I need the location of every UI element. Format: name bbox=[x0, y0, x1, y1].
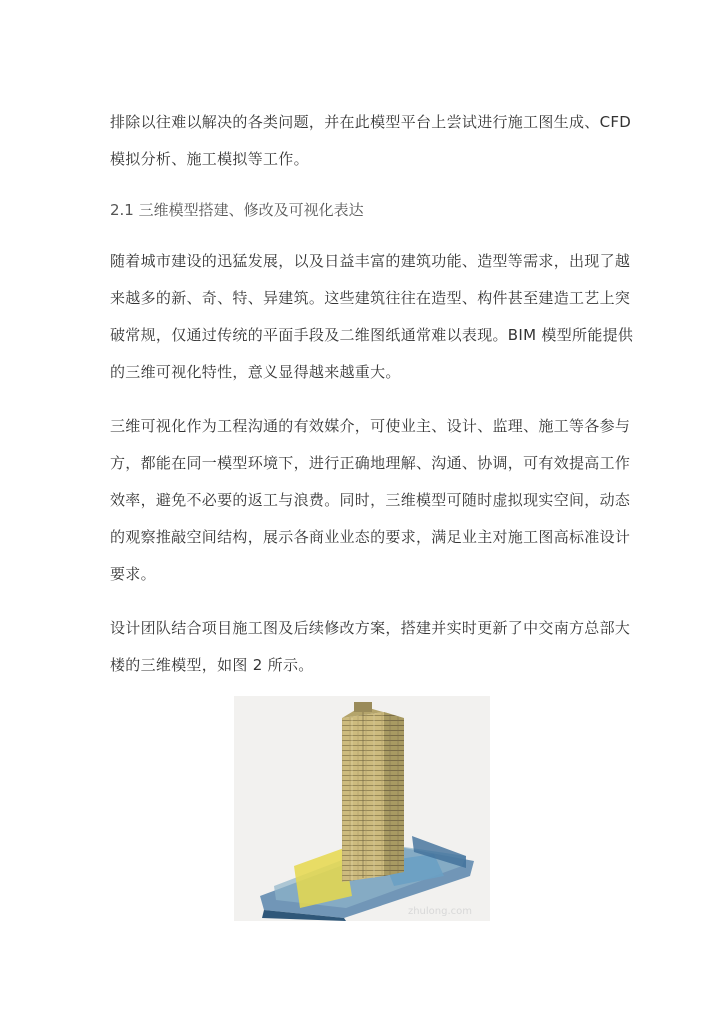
building-model-image bbox=[234, 696, 490, 921]
text-line: 三维可视化作为工程沟通的有效媒介，可使业主、设计、监理、施工等各参与 bbox=[110, 417, 631, 435]
section-heading: 2.1 三维模型搭建、修改及可视化表达 bbox=[110, 201, 364, 219]
text-line: 要求。 bbox=[110, 565, 156, 583]
text-line: 的三维可视化特性，意义显得越来越重大。 bbox=[110, 363, 401, 381]
paragraph-team bbox=[110, 610, 631, 684]
text-line: 来越多的新、奇、特、异建筑。这些建筑往往在造型、构件甚至建造工艺上突 bbox=[110, 289, 631, 307]
text-line: 破常规，仅通过传统的平面手段及二维图纸通常难以表现。BIM 模型所能提供 bbox=[110, 326, 634, 344]
document-body bbox=[110, 104, 634, 701]
bim-model-figure bbox=[234, 696, 490, 921]
tower-crown bbox=[354, 702, 372, 712]
figure-watermark: zhulong.com bbox=[407, 906, 472, 917]
text-line: 模拟分析、施工模拟等工作。 bbox=[110, 150, 309, 168]
paragraph-visualization bbox=[110, 408, 631, 593]
text-line: 效率，避免不必要的返工与浪费。同时，三维模型可随时虚拟现实空间，动态 bbox=[110, 491, 631, 509]
text-line: 方，都能在同一模型环境下，进行正确地理解、沟通、协调，可有效提高工作 bbox=[110, 454, 631, 472]
tower-side-face bbox=[384, 712, 404, 876]
text-line: 楼的三维模型，如图 2 所示。 bbox=[110, 656, 314, 674]
text-line: 随着城市建设的迅猛发展，以及日益丰富的建筑功能、造型等需求，出现了越 bbox=[110, 252, 631, 270]
text-line: 排除以往难以解决的各类问题，并在此模型平台上尝试进行施工图生成、CFD bbox=[110, 113, 632, 131]
text-line: 设计团队结合项目施工图及后续修改方案，搭建并实时更新了中交南方总部大 bbox=[110, 619, 631, 637]
paragraph-background bbox=[110, 243, 634, 391]
paragraph-intro bbox=[110, 104, 632, 178]
text-line: 的观察推敲空间结构，展示各商业业态的要求，满足业主对施工图高标准设计 bbox=[110, 528, 631, 546]
